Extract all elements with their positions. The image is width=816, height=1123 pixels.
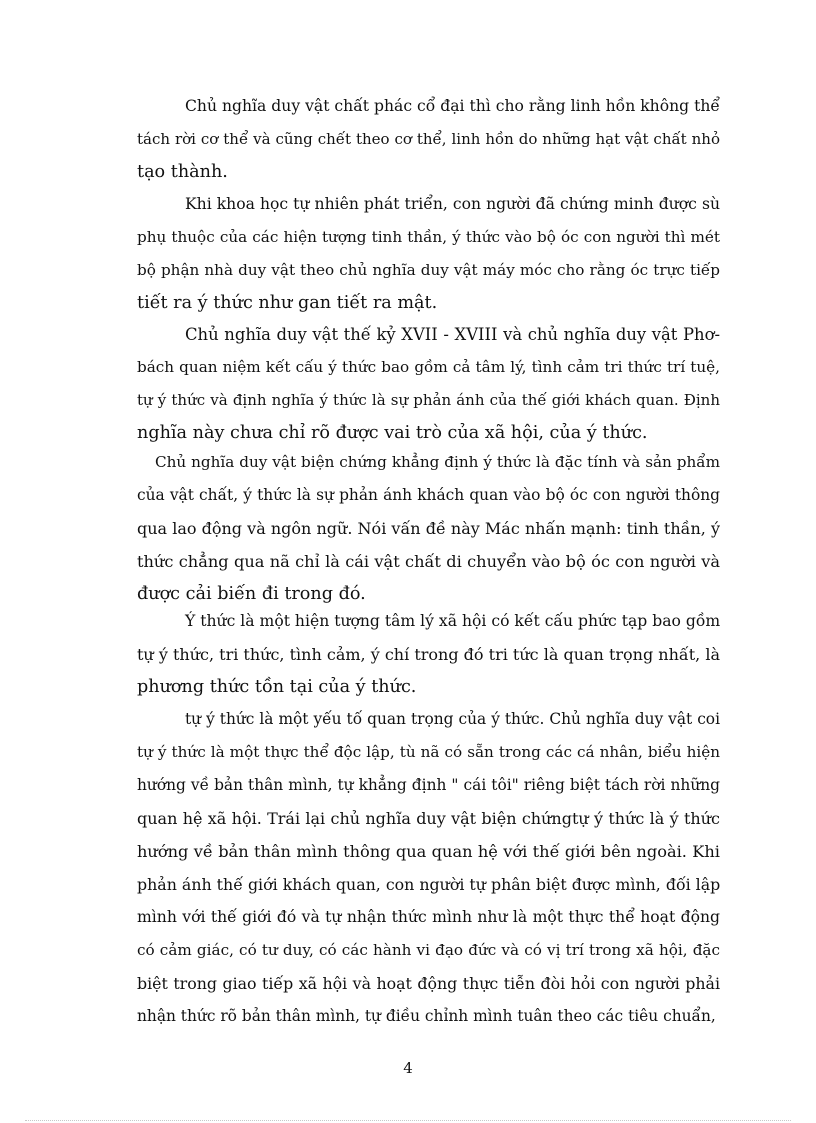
paragraph-6	[137, 703, 720, 1033]
page-edge-divider	[25, 1120, 791, 1121]
text-line: tách rời cơ thể và cũng chết theo cơ thể, linh hồn do những hạt vật chất nhỏ	[137, 130, 720, 148]
text-line: mình với thế giới đó và tự nhận thức mình như là một thực thể hoạt động	[137, 908, 720, 926]
text-line: hướng về bản thân mình thông qua quan hệ với thế giới bên ngoài. Khi	[137, 842, 720, 861]
text-line: tự ý thức là một thực thể độc lập, tù nã có sẵn trong các cá nhân, biểu hiện	[137, 743, 720, 761]
paragraph-5	[137, 605, 720, 704]
page-number: 4	[403, 1059, 413, 1077]
text-line: quan hệ xã hội. Trái lại chủ nghĩa duy vật biện chứngtự ý thức là ý thức	[137, 809, 720, 828]
text-line: Khi khoa học tự nhiên phát triển, con người đã chứng minh được sù	[185, 195, 720, 213]
text-line: nghĩa này chưa chỉ rõ được vai trò của xã hội, của ý thức.	[137, 423, 648, 443]
text-line: biệt trong giao tiếp xã hội và hoạt động thực tiễn đòi hỏi con người phải	[137, 974, 720, 993]
text-line: thức chẳng qua nã chỉ là cái vật chất di chuyển vào bộ óc con người và	[137, 552, 720, 571]
text-line: phương thức tồn tại của ý thức.	[137, 677, 417, 697]
paragraph-2	[137, 188, 720, 320]
text-line: có cảm giác, có tư duy, có các hành vi đạo đức và có vị trí trong xã hội, đặc	[137, 941, 720, 959]
text-line: phụ thuộc của các hiện tượng tinh thần, ý thức vào bộ óc con người thì mét	[137, 228, 720, 246]
text-line: Chủ nghĩa duy vật thế kỷ XVII - XVIII và chủ nghĩa duy vật Phơ-	[185, 325, 720, 344]
text-line: qua lao động và ngôn ngữ. Nói vấn đề này Mác nhấn mạnh: tinh thần, ý	[137, 519, 720, 538]
text-line: hướng về bản thân mình, tự khẳng định " cái tôi" riêng biệt tách rời những	[137, 776, 720, 794]
text-line: Ý thức là một hiện tượng tâm lý xã hội có kết cấu phức tạp bao gồm	[185, 612, 720, 630]
paragraph-1	[137, 90, 720, 189]
text-line: Chủ nghĩa duy vật biện chứng khẳng định ý thức là đặc tính và sản phẩm	[155, 453, 720, 471]
text-line: được cải biến đi trong đó.	[137, 584, 366, 604]
text-line: nhận thức rõ bản thân mình, tự điều chỉnh mình tuân theo các tiêu chuẩn,	[137, 1007, 716, 1025]
text-line: tiết ra ý thức như gan tiết ra mật.	[137, 293, 438, 313]
paragraph-4	[137, 446, 720, 611]
text-line: bách quan niệm kết cấu ý thức bao gồm cả tâm lý, tình cảm tri thức trí tuệ,	[137, 358, 720, 376]
text-line: bộ phận nhà duy vật theo chủ nghĩa duy vật máy móc cho rằng óc trực tiếp	[137, 261, 720, 279]
text-line: tự ý thức là một yếu tố quan trọng của ý thức. Chủ nghĩa duy vật coi	[185, 710, 720, 728]
text-line: tự ý thức và định nghĩa ý thức là sự phản ánh của thế giới khách quan. Định	[137, 391, 720, 409]
paragraph-3	[137, 318, 720, 450]
text-line: tạo thành.	[137, 162, 228, 182]
text-line: Chủ nghĩa duy vật chất phác cổ đại thì cho rằng linh hồn không thể	[185, 97, 720, 115]
text-line: của vật chất, ý thức là sự phản ánh khách quan vào bộ óc con người thông	[137, 486, 720, 504]
text-line: phản ánh thế giới khách quan, con người tự phân biệt được mình, đối lập	[137, 875, 720, 894]
text-line: tự ý thức, tri thức, tình cảm, ý chí trong đó tri tức là quan trọng nhất, là	[137, 645, 720, 664]
